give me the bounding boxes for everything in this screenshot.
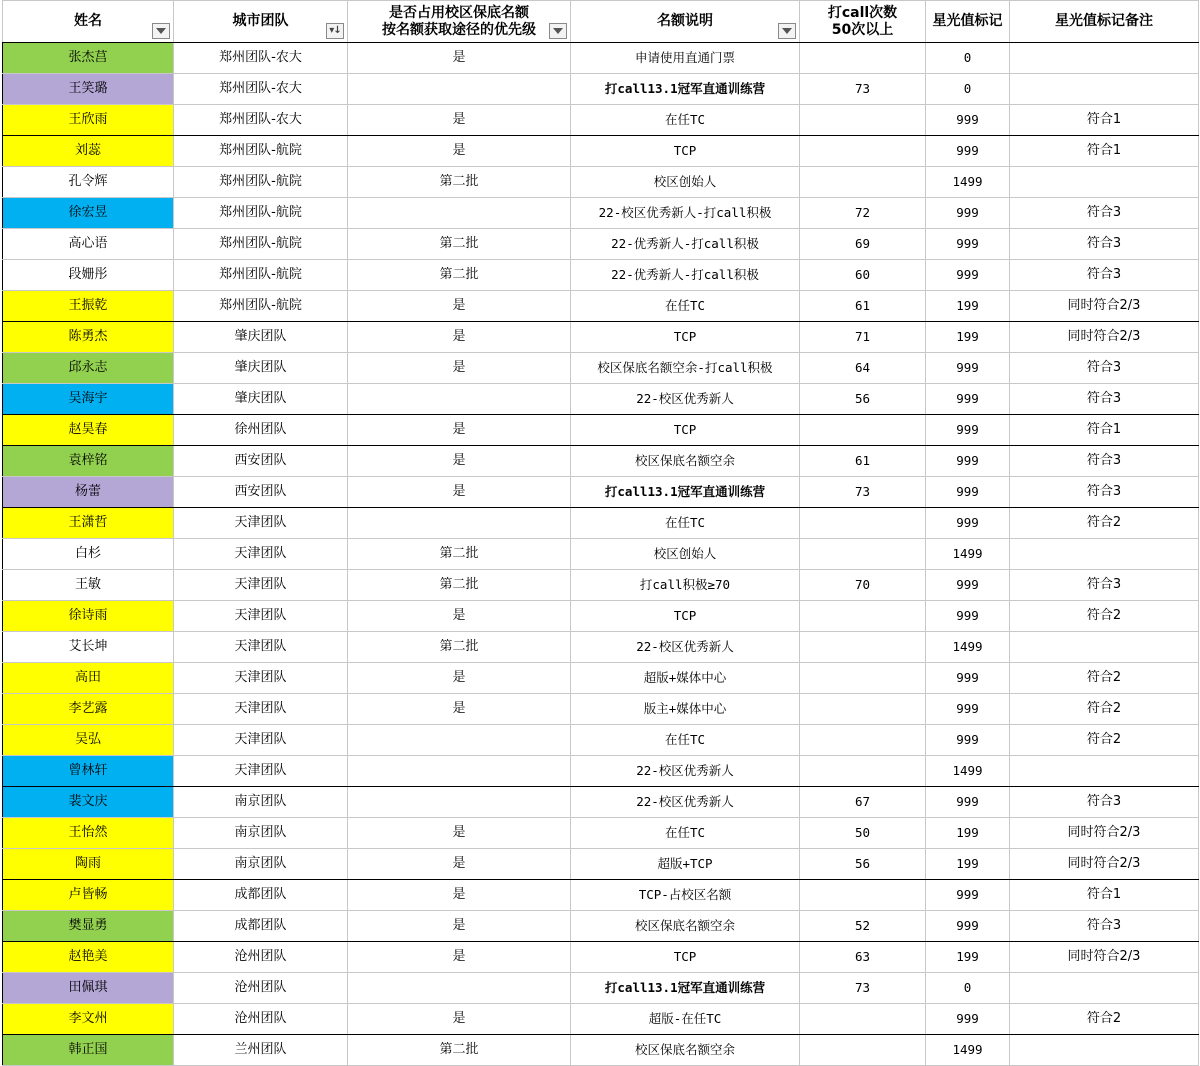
cell-priority[interactable]: 是: [348, 818, 571, 849]
cell-note[interactable]: 符合2: [1010, 663, 1199, 694]
cell-note[interactable]: 符合3: [1010, 198, 1199, 229]
cell-desc[interactable]: 校区创始人: [571, 539, 800, 570]
table-row: [3, 322, 1199, 353]
cell-note[interactable]: 符合3: [1010, 787, 1199, 818]
cell-priority[interactable]: [348, 198, 571, 229]
cell-team[interactable]: 南京团队: [174, 849, 348, 880]
cell-team[interactable]: 天津团队: [174, 508, 348, 539]
table-row: [3, 477, 1199, 508]
table-row: [3, 942, 1199, 973]
cell-desc[interactable]: TCP: [571, 136, 800, 167]
cell-priority[interactable]: 是: [348, 694, 571, 725]
cell-priority[interactable]: [348, 725, 571, 756]
col-header-priority-line1: 是否占用校区保底名额: [389, 4, 529, 21]
cell-desc[interactable]: 打call13.1冠军直通训练营: [571, 74, 800, 105]
cell-team[interactable]: 郑州团队-农大: [174, 105, 348, 136]
col-header-name-label: 姓名: [74, 13, 102, 29]
cell-name[interactable]: 赵昊春: [3, 415, 174, 446]
cell-note[interactable]: 符合3: [1010, 384, 1199, 415]
cell-desc[interactable]: 在任TC: [571, 508, 800, 539]
col-header-calls-line1: 打call次数: [827, 4, 898, 21]
col-header-calls-line2: 50次以上: [831, 21, 894, 38]
col-header-star[interactable]: [926, 1, 1010, 43]
cell-desc[interactable]: 22-校区优秀新人: [571, 632, 800, 663]
cell-name[interactable]: 裴文庆: [3, 787, 174, 818]
cell-note[interactable]: 符合3: [1010, 446, 1199, 477]
cell-calls[interactable]: [800, 105, 926, 136]
table-row: [3, 725, 1199, 756]
cell-star[interactable]: 999: [926, 198, 1010, 229]
cell-team[interactable]: 肇庆团队: [174, 353, 348, 384]
cell-calls[interactable]: [800, 415, 926, 446]
table-row: [3, 570, 1199, 601]
cell-priority[interactable]: 是: [348, 942, 571, 973]
cell-team[interactable]: 天津团队: [174, 570, 348, 601]
cell-calls[interactable]: 52: [800, 911, 926, 942]
cell-note[interactable]: 符合3: [1010, 229, 1199, 260]
cell-priority[interactable]: 是: [348, 446, 571, 477]
cell-priority[interactable]: 是: [348, 880, 571, 911]
cell-team[interactable]: 徐州团队: [174, 415, 348, 446]
cell-name[interactable]: 王敏: [3, 570, 174, 601]
cell-priority[interactable]: 是: [348, 291, 571, 322]
cell-calls[interactable]: 70: [800, 570, 926, 601]
cell-name[interactable]: 韩正国: [3, 1035, 174, 1066]
cell-calls[interactable]: [800, 756, 926, 787]
cell-star[interactable]: 1499: [926, 539, 1010, 570]
cell-star[interactable]: 199: [926, 942, 1010, 973]
cell-note[interactable]: [1010, 756, 1199, 787]
col-header-desc[interactable]: [571, 1, 800, 43]
cell-desc[interactable]: TCP: [571, 322, 800, 353]
cell-name[interactable]: 孔令辉: [3, 167, 174, 198]
cell-priority[interactable]: 第二批: [348, 167, 571, 198]
table-row: [3, 880, 1199, 911]
cell-desc[interactable]: TCP-占校区名额: [571, 880, 800, 911]
cell-name[interactable]: 樊显勇: [3, 911, 174, 942]
cell-calls[interactable]: 72: [800, 198, 926, 229]
chevron-down-icon: [782, 28, 792, 34]
cell-desc[interactable]: 校区保底名额空余: [571, 1035, 800, 1066]
table-row: [3, 415, 1199, 446]
cell-team[interactable]: 沧州团队: [174, 942, 348, 973]
cell-star[interactable]: 199: [926, 322, 1010, 353]
table-row: [3, 384, 1199, 415]
cell-name[interactable]: 段姗彤: [3, 260, 174, 291]
cell-name[interactable]: 吴海宇: [3, 384, 174, 415]
cell-calls[interactable]: 67: [800, 787, 926, 818]
cell-priority[interactable]: [348, 384, 571, 415]
cell-name[interactable]: 艾长坤: [3, 632, 174, 663]
cell-team[interactable]: 沧州团队: [174, 1004, 348, 1035]
cell-note[interactable]: 符合2: [1010, 725, 1199, 756]
cell-desc[interactable]: 超版-在任TC: [571, 1004, 800, 1035]
cell-desc[interactable]: 校区保底名额空余: [571, 446, 800, 477]
cell-priority[interactable]: 是: [348, 415, 571, 446]
cell-note[interactable]: 符合3: [1010, 911, 1199, 942]
cell-team[interactable]: 郑州团队-航院: [174, 291, 348, 322]
cell-star[interactable]: 1499: [926, 167, 1010, 198]
cell-star[interactable]: 999: [926, 446, 1010, 477]
cell-calls[interactable]: 73: [800, 477, 926, 508]
cell-name[interactable]: 吴弘: [3, 725, 174, 756]
cell-desc[interactable]: 打call积极≥70: [571, 570, 800, 601]
table-row: [3, 353, 1199, 384]
cell-note[interactable]: 同时符合2/3: [1010, 322, 1199, 353]
cell-name[interactable]: 卢皆畅: [3, 880, 174, 911]
cell-desc[interactable]: 申请使用直通门票: [571, 43, 800, 74]
cell-desc[interactable]: 在任TC: [571, 105, 800, 136]
cell-star[interactable]: 0: [926, 74, 1010, 105]
cell-star[interactable]: 999: [926, 601, 1010, 632]
cell-note[interactable]: 符合1: [1010, 105, 1199, 136]
table-body: [3, 43, 1199, 1066]
table-row: [3, 1004, 1199, 1035]
col-header-note-label: 星光值标记备注: [1055, 13, 1153, 29]
cell-desc[interactable]: 校区创始人: [571, 167, 800, 198]
table-row: [3, 911, 1199, 942]
table-row: [3, 539, 1199, 570]
cell-note[interactable]: [1010, 1035, 1199, 1066]
cell-name[interactable]: 徐诗雨: [3, 601, 174, 632]
col-header-desc-label: 名额说明: [657, 13, 713, 29]
cell-priority[interactable]: 是: [348, 1004, 571, 1035]
cell-team[interactable]: 郑州团队-航院: [174, 136, 348, 167]
header-row: [3, 1, 1199, 43]
cell-priority[interactable]: 是: [348, 353, 571, 384]
cell-team[interactable]: 兰州团队: [174, 1035, 348, 1066]
cell-star[interactable]: 999: [926, 353, 1010, 384]
cell-star[interactable]: 999: [926, 508, 1010, 539]
table-row: [3, 74, 1199, 105]
cell-note[interactable]: 同时符合2/3: [1010, 291, 1199, 322]
cell-calls[interactable]: 64: [800, 353, 926, 384]
cell-priority[interactable]: 是: [348, 136, 571, 167]
cell-priority[interactable]: [348, 756, 571, 787]
table-row: [3, 229, 1199, 260]
cell-team[interactable]: 成都团队: [174, 880, 348, 911]
cell-desc[interactable]: 打call13.1冠军直通训练营: [571, 477, 800, 508]
col-header-star-label: 星光值标记: [932, 13, 1003, 29]
filter-dropdown-button[interactable]: [549, 23, 567, 39]
col-header-name[interactable]: [3, 1, 174, 43]
cell-calls[interactable]: [800, 539, 926, 570]
cell-desc[interactable]: 超版+媒体中心: [571, 663, 800, 694]
cell-desc[interactable]: TCP: [571, 942, 800, 973]
col-header-team[interactable]: [174, 1, 348, 43]
cell-desc[interactable]: 22-优秀新人-打call积极: [571, 260, 800, 291]
cell-team[interactable]: 郑州团队-农大: [174, 74, 348, 105]
cell-note[interactable]: [1010, 632, 1199, 663]
cell-calls[interactable]: 69: [800, 229, 926, 260]
sort-descending-icon: ▾↓: [329, 25, 341, 36]
cell-team[interactable]: 肇庆团队: [174, 322, 348, 353]
cell-desc[interactable]: 在任TC: [571, 291, 800, 322]
cell-name[interactable]: 田佩琪: [3, 973, 174, 1004]
cell-team[interactable]: 郑州团队-航院: [174, 260, 348, 291]
cell-team[interactable]: 西安团队: [174, 477, 348, 508]
col-header-priority[interactable]: [348, 1, 571, 43]
cell-calls[interactable]: 61: [800, 446, 926, 477]
cell-name[interactable]: 李文州: [3, 1004, 174, 1035]
cell-note[interactable]: 同时符合2/3: [1010, 818, 1199, 849]
chevron-down-icon: [156, 28, 166, 34]
cell-calls[interactable]: [800, 1035, 926, 1066]
cell-team[interactable]: 郑州团队-航院: [174, 229, 348, 260]
cell-note[interactable]: 符合2: [1010, 601, 1199, 632]
cell-star[interactable]: 999: [926, 136, 1010, 167]
cell-calls[interactable]: [800, 632, 926, 663]
cell-priority[interactable]: [348, 973, 571, 1004]
cell-name[interactable]: 刘蕊: [3, 136, 174, 167]
cell-name[interactable]: 徐宏昱: [3, 198, 174, 229]
filter-dropdown-button[interactable]: [778, 23, 796, 39]
cell-team[interactable]: 天津团队: [174, 663, 348, 694]
cell-star[interactable]: 1499: [926, 1035, 1010, 1066]
table-row: [3, 694, 1199, 725]
cell-priority[interactable]: 是: [348, 105, 571, 136]
cell-calls[interactable]: 63: [800, 942, 926, 973]
cell-star[interactable]: 0: [926, 973, 1010, 1004]
cell-note[interactable]: 符合3: [1010, 353, 1199, 384]
cell-star[interactable]: 999: [926, 880, 1010, 911]
cell-calls[interactable]: 73: [800, 973, 926, 1004]
cell-desc[interactable]: 在任TC: [571, 725, 800, 756]
cell-name[interactable]: 王怡然: [3, 818, 174, 849]
cell-star[interactable]: 199: [926, 291, 1010, 322]
chevron-down-icon: [553, 28, 563, 34]
cell-calls[interactable]: [800, 43, 926, 74]
cell-calls[interactable]: [800, 601, 926, 632]
table-row: [3, 167, 1199, 198]
cell-name[interactable]: 高心语: [3, 229, 174, 260]
cell-calls[interactable]: 56: [800, 384, 926, 415]
cell-team[interactable]: 成都团队: [174, 911, 348, 942]
cell-desc[interactable]: 校区保底名额空余: [571, 911, 800, 942]
filter-dropdown-button[interactable]: [152, 23, 170, 39]
cell-priority[interactable]: 是: [348, 477, 571, 508]
cell-star[interactable]: 999: [926, 229, 1010, 260]
cell-desc[interactable]: 校区保底名额空余-打call积极: [571, 353, 800, 384]
cell-note[interactable]: 符合3: [1010, 570, 1199, 601]
cell-note[interactable]: [1010, 74, 1199, 105]
cell-calls[interactable]: 60: [800, 260, 926, 291]
cell-calls[interactable]: 61: [800, 291, 926, 322]
cell-desc[interactable]: 22-校区优秀新人: [571, 756, 800, 787]
cell-team[interactable]: 郑州团队-农大: [174, 43, 348, 74]
cell-note[interactable]: 符合1: [1010, 415, 1199, 446]
cell-note[interactable]: 同时符合2/3: [1010, 849, 1199, 880]
cell-priority[interactable]: [348, 787, 571, 818]
cell-star[interactable]: 999: [926, 1004, 1010, 1035]
cell-name[interactable]: 王笑璐: [3, 74, 174, 105]
cell-priority[interactable]: 是: [348, 663, 571, 694]
cell-star[interactable]: 999: [926, 415, 1010, 446]
cell-name[interactable]: 白杉: [3, 539, 174, 570]
table-row: [3, 136, 1199, 167]
cell-calls[interactable]: [800, 508, 926, 539]
cell-name[interactable]: 曾林轩: [3, 756, 174, 787]
cell-star[interactable]: 999: [926, 477, 1010, 508]
cell-calls[interactable]: [800, 136, 926, 167]
cell-desc[interactable]: 22-校区优秀新人: [571, 384, 800, 415]
cell-star[interactable]: 0: [926, 43, 1010, 74]
cell-calls[interactable]: [800, 694, 926, 725]
cell-priority[interactable]: 第二批: [348, 539, 571, 570]
cell-team[interactable]: 南京团队: [174, 787, 348, 818]
table-row: [3, 43, 1199, 74]
table-row: [3, 787, 1199, 818]
cell-priority[interactable]: 第二批: [348, 260, 571, 291]
cell-note[interactable]: 符合2: [1010, 508, 1199, 539]
cell-priority[interactable]: 是: [348, 601, 571, 632]
cell-team[interactable]: 肇庆团队: [174, 384, 348, 415]
cell-name[interactable]: 王潇哲: [3, 508, 174, 539]
cell-star[interactable]: 199: [926, 849, 1010, 880]
table-row: [3, 663, 1199, 694]
cell-star[interactable]: 999: [926, 787, 1010, 818]
cell-desc[interactable]: 22-优秀新人-打call积极: [571, 229, 800, 260]
cell-calls[interactable]: 56: [800, 849, 926, 880]
col-header-note[interactable]: [1010, 1, 1199, 43]
cell-calls[interactable]: [800, 725, 926, 756]
cell-star[interactable]: 999: [926, 384, 1010, 415]
cell-priority[interactable]: 是: [348, 43, 571, 74]
cell-name[interactable]: 杨蕾: [3, 477, 174, 508]
table-row: [3, 756, 1199, 787]
cell-team[interactable]: 天津团队: [174, 539, 348, 570]
cell-calls[interactable]: [800, 663, 926, 694]
cell-desc[interactable]: 在任TC: [571, 818, 800, 849]
cell-calls[interactable]: [800, 167, 926, 198]
cell-note[interactable]: 符合2: [1010, 1004, 1199, 1035]
cell-note[interactable]: 符合2: [1010, 694, 1199, 725]
cell-calls[interactable]: 73: [800, 74, 926, 105]
cell-desc[interactable]: TCP: [571, 601, 800, 632]
table-row: [3, 446, 1199, 477]
cell-priority[interactable]: 第二批: [348, 229, 571, 260]
cell-note[interactable]: [1010, 973, 1199, 1004]
cell-desc[interactable]: 22-校区优秀新人-打call积极: [571, 198, 800, 229]
cell-priority[interactable]: [348, 508, 571, 539]
cell-team[interactable]: 天津团队: [174, 694, 348, 725]
cell-name[interactable]: 王欣雨: [3, 105, 174, 136]
cell-desc[interactable]: 打call13.1冠军直通训练营: [571, 973, 800, 1004]
table-row: [3, 818, 1199, 849]
cell-team[interactable]: 郑州团队-航院: [174, 198, 348, 229]
cell-name[interactable]: 王振乾: [3, 291, 174, 322]
cell-name[interactable]: 高田: [3, 663, 174, 694]
cell-star[interactable]: 999: [926, 663, 1010, 694]
cell-calls[interactable]: [800, 880, 926, 911]
cell-star[interactable]: 999: [926, 570, 1010, 601]
table-row: [3, 632, 1199, 663]
cell-note[interactable]: 符合3: [1010, 477, 1199, 508]
table-row: [3, 198, 1199, 229]
cell-star[interactable]: 999: [926, 725, 1010, 756]
table-row: [3, 973, 1199, 1004]
table-row: [3, 291, 1199, 322]
cell-star[interactable]: 1499: [926, 632, 1010, 663]
cell-team[interactable]: 天津团队: [174, 725, 348, 756]
col-header-team-label: 城市团队: [232, 13, 289, 29]
table-row: [3, 601, 1199, 632]
col-header-priority-line2: 按名额获取途径的优先级: [382, 21, 536, 38]
cell-team[interactable]: 天津团队: [174, 632, 348, 663]
cell-calls[interactable]: [800, 1004, 926, 1035]
cell-star[interactable]: 999: [926, 694, 1010, 725]
cell-team[interactable]: 郑州团队-航院: [174, 167, 348, 198]
cell-priority[interactable]: 是: [348, 322, 571, 353]
cell-note[interactable]: 符合3: [1010, 260, 1199, 291]
cell-team[interactable]: 南京团队: [174, 818, 348, 849]
cell-note[interactable]: [1010, 167, 1199, 198]
cell-star[interactable]: 999: [926, 260, 1010, 291]
cell-note[interactable]: 同时符合2/3: [1010, 942, 1199, 973]
cell-star[interactable]: 999: [926, 911, 1010, 942]
cell-team[interactable]: 天津团队: [174, 601, 348, 632]
table-row: [3, 1035, 1199, 1066]
cell-desc[interactable]: TCP: [571, 415, 800, 446]
col-header-calls[interactable]: [800, 1, 926, 43]
spreadsheet-table: [2, 0, 1199, 1066]
cell-calls[interactable]: 50: [800, 818, 926, 849]
cell-name[interactable]: 袁梓铭: [3, 446, 174, 477]
cell-star[interactable]: 199: [926, 818, 1010, 849]
table-row: [3, 508, 1199, 539]
cell-priority[interactable]: 第二批: [348, 1035, 571, 1066]
cell-priority[interactable]: 是: [348, 849, 571, 880]
cell-name[interactable]: 陶雨: [3, 849, 174, 880]
cell-note[interactable]: 符合1: [1010, 136, 1199, 167]
cell-priority[interactable]: 第二批: [348, 632, 571, 663]
table-row: [3, 105, 1199, 136]
cell-name[interactable]: 陈勇杰: [3, 322, 174, 353]
cell-star[interactable]: 1499: [926, 756, 1010, 787]
cell-star[interactable]: 999: [926, 105, 1010, 136]
cell-desc[interactable]: 版主+媒体中心: [571, 694, 800, 725]
cell-desc[interactable]: 22-校区优秀新人: [571, 787, 800, 818]
cell-note[interactable]: 符合1: [1010, 880, 1199, 911]
table-row: [3, 260, 1199, 291]
cell-priority[interactable]: [348, 74, 571, 105]
cell-name[interactable]: 赵艳美: [3, 942, 174, 973]
cell-name[interactable]: 李艺露: [3, 694, 174, 725]
cell-priority[interactable]: 是: [348, 911, 571, 942]
cell-priority[interactable]: 第二批: [348, 570, 571, 601]
cell-team[interactable]: 西安团队: [174, 446, 348, 477]
cell-team[interactable]: 天津团队: [174, 756, 348, 787]
cell-note[interactable]: [1010, 539, 1199, 570]
cell-team[interactable]: 沧州团队: [174, 973, 348, 1004]
cell-desc[interactable]: 超版+TCP: [571, 849, 800, 880]
sort-filter-button[interactable]: [326, 23, 344, 39]
table-row: [3, 849, 1199, 880]
cell-name[interactable]: 邱永志: [3, 353, 174, 384]
cell-note[interactable]: [1010, 43, 1199, 74]
cell-name[interactable]: 张杰莒: [3, 43, 174, 74]
cell-calls[interactable]: 71: [800, 322, 926, 353]
